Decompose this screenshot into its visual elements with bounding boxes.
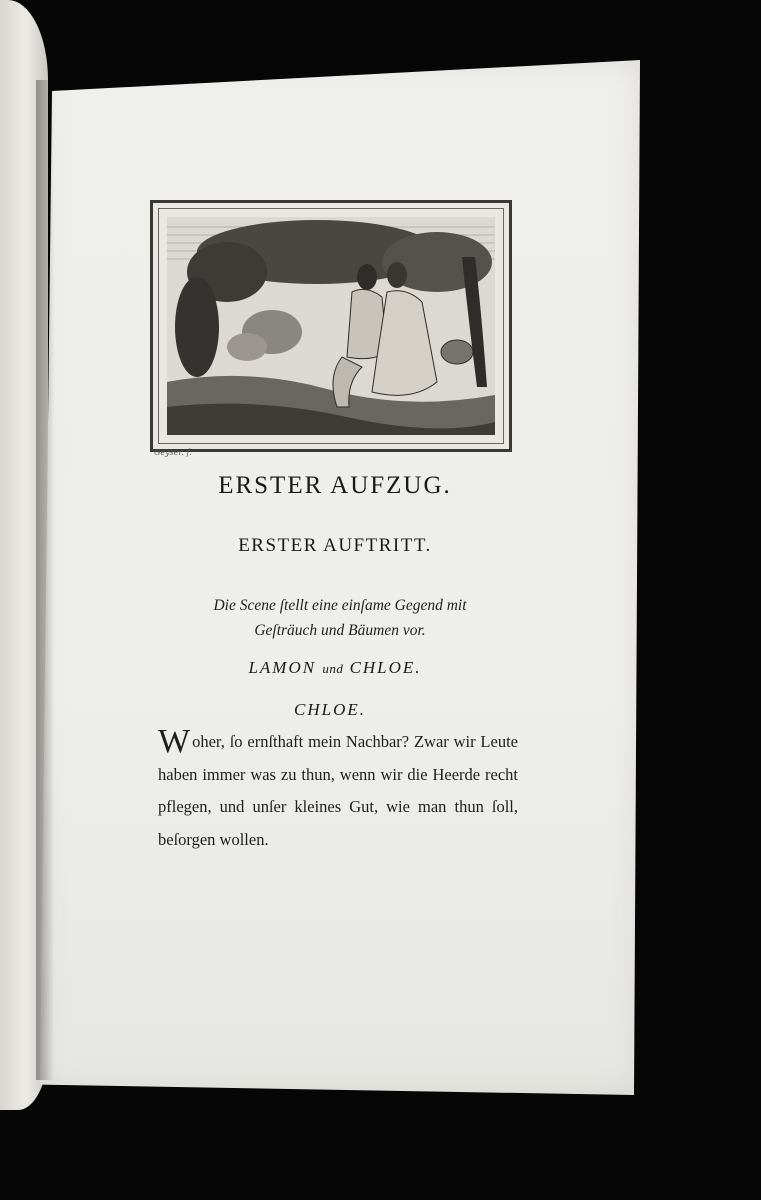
stage-direction-line: Geſträuch und Bäumen vor. (254, 622, 426, 639)
speech-paragraph (158, 723, 518, 856)
stage-direction-line: Die Scene ſtellt eine einſame Gegend mit (213, 597, 467, 614)
person-name: CHLOE. (349, 658, 422, 677)
gutter-shadow (36, 80, 54, 1080)
act-heading: ERSTER AUFZUG. (218, 472, 452, 499)
persons-connector: und (322, 661, 344, 676)
engraving-illustration (150, 200, 512, 452)
person-name: LAMON (248, 658, 317, 677)
scene-heading: ERSTER AUFTRITT. (238, 535, 432, 556)
engraver-signature: Geyser. f. (154, 448, 192, 457)
speech-text: oher, ſo ernſthaft mein Nachbar? Zwar wir Leute haben immer was zu thun, wenn wir die Heerde recht pflegen, und unſer kleines Gut, wie man thun ſoll, beſorgen wollen. (158, 732, 518, 849)
drop-cap: W (158, 723, 191, 760)
pastoral-scene-image (167, 217, 495, 435)
stage-direction (160, 593, 520, 643)
speaker-name: CHLOE. (294, 700, 366, 719)
dramatis-personae (0, 658, 670, 678)
